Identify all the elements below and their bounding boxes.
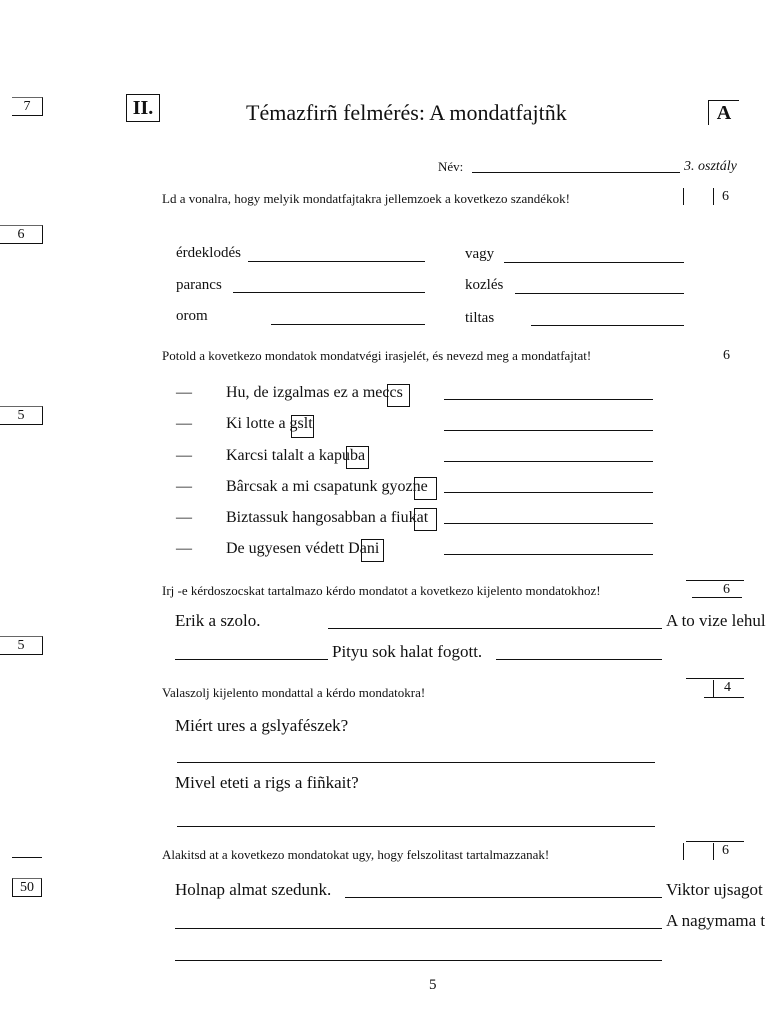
answer-line[interactable] — [345, 897, 662, 898]
task2-sentence: De ugyesen védett Dani — [226, 540, 380, 557]
task2-instruction: Potold a kovetkezo mondatok mondatvégi irasjelét, és nevezd meg a mondatfajtat! — [162, 348, 592, 363]
task5-score-line — [686, 841, 744, 842]
task4-points: 4 — [724, 680, 731, 695]
name-field-line[interactable] — [472, 172, 680, 173]
task4-question: Mivel eteti a rigs a fiñkait? — [175, 773, 359, 792]
answer-line[interactable] — [444, 523, 653, 524]
margin-total-score: 50 — [20, 880, 34, 895]
task1-left-item: érdeklodés — [176, 245, 241, 261]
task3-sentence: Pityu sok halat fogott. — [332, 642, 483, 661]
punctuation-box — [361, 539, 384, 562]
margin-score: 7 — [23, 99, 31, 114]
punctuation-box — [387, 384, 410, 407]
variant-label: A — [708, 100, 739, 125]
task4-score-line — [686, 678, 744, 679]
page-number: 5 — [429, 977, 437, 993]
task1-left-item: orom — [176, 308, 208, 324]
task1-right-item: tiltas — [465, 310, 495, 326]
task4-question: Miért ures a gslyafészek? — [175, 716, 349, 735]
margin-score-box — [0, 406, 43, 425]
answer-line[interactable] — [496, 659, 662, 660]
margin-total-rule — [12, 857, 42, 858]
answer-line[interactable] — [271, 324, 425, 325]
answer-line[interactable] — [444, 492, 653, 493]
answer-line[interactable] — [233, 292, 425, 293]
answer-line[interactable] — [248, 261, 425, 262]
task1-points: 6 — [722, 189, 729, 204]
task2-sentence: Karcsi talalt a kapuba — [226, 447, 366, 464]
answer-line[interactable] — [531, 325, 684, 326]
answer-line[interactable] — [444, 461, 653, 462]
task3-score-line — [686, 580, 744, 581]
answer-line[interactable] — [444, 430, 653, 431]
task4-instruction: Valaszolj kijelento mondattal a kérdo mondatokra! — [162, 685, 426, 700]
task1-score-tick — [713, 188, 714, 205]
answer-line[interactable] — [175, 928, 662, 929]
margin-score: 6 — [17, 227, 25, 242]
task5-sentence: Viktor ujsagot — [666, 880, 763, 899]
dash: — — [176, 540, 192, 557]
answer-line[interactable] — [175, 960, 662, 961]
punctuation-box — [414, 508, 437, 531]
dash: — — [176, 447, 192, 464]
task5-sentence: Holnap almat szedunk. — [175, 880, 332, 899]
task5-score-tick — [713, 843, 714, 860]
task2-sentence: Ki lotte a gslt — [226, 415, 313, 432]
task1-right-item: kozlés — [465, 277, 504, 293]
dash: — — [176, 509, 192, 526]
name-label: Név: — [438, 159, 464, 174]
page-title: Témazfirñ felmérés: A mondatfajtñk — [246, 100, 567, 125]
punctuation-box — [291, 415, 314, 438]
task5-instruction: Alakitsd at a kovetkezo mondatokat ugy, hogy felszolitast tartalmazzanak! — [162, 847, 550, 862]
punctuation-box — [346, 446, 369, 469]
grade-label: 3. osztály — [684, 159, 737, 174]
dash: — — [176, 384, 192, 401]
answer-line[interactable] — [328, 628, 662, 629]
margin-score: 5 — [17, 408, 25, 423]
answer-line[interactable] — [177, 762, 655, 763]
answer-line[interactable] — [515, 293, 684, 294]
answer-line[interactable] — [504, 262, 684, 263]
task4-score-line — [704, 697, 744, 698]
task5-sentence: A nagymama t — [666, 911, 766, 930]
task3-sentence: A to vize lehul — [666, 611, 766, 630]
dash: — — [176, 415, 192, 432]
answer-line[interactable] — [444, 554, 653, 555]
task2-sentence: Biztassuk hangosabban a fiukat — [226, 509, 429, 526]
task1-instruction: Ld a vonalra, hogy melyik mondatfajtakra jellemzoek a kovetkezo szandékok! — [162, 191, 570, 206]
task2-sentence: Bârcsak a mi csapatunk gyozne — [226, 478, 428, 495]
margin-score-box — [0, 225, 43, 244]
answer-line[interactable] — [175, 659, 328, 660]
task2-sentence: Hu, de izgalmas ez a meccs — [226, 384, 403, 401]
task1-left-item: parancs — [176, 277, 222, 293]
task1-score-tick — [683, 188, 684, 205]
task3-sentence: Erik a szolo. — [175, 611, 261, 630]
task5-score-tick — [683, 843, 684, 860]
task3-score-line — [692, 597, 742, 598]
margin-score-box — [12, 97, 43, 116]
task3-instruction: Irj -e kérdoszocskat tartalmazo kérdo mondatot a kovetkezo kijelento mondatokhoz! — [162, 583, 601, 598]
dash: — — [176, 478, 192, 495]
punctuation-box — [414, 477, 437, 500]
section-label: II. — [126, 94, 160, 122]
task4-score-tick — [713, 680, 714, 697]
answer-line[interactable] — [444, 399, 653, 400]
task2-points: 6 — [723, 348, 730, 363]
task5-points: 6 — [722, 843, 729, 858]
margin-score-box — [0, 636, 43, 655]
task1-right-item: vagy — [465, 246, 495, 262]
margin-score: 5 — [17, 638, 25, 653]
answer-line[interactable] — [177, 826, 655, 827]
margin-total-box — [12, 878, 42, 897]
task3-points: 6 — [723, 582, 730, 597]
